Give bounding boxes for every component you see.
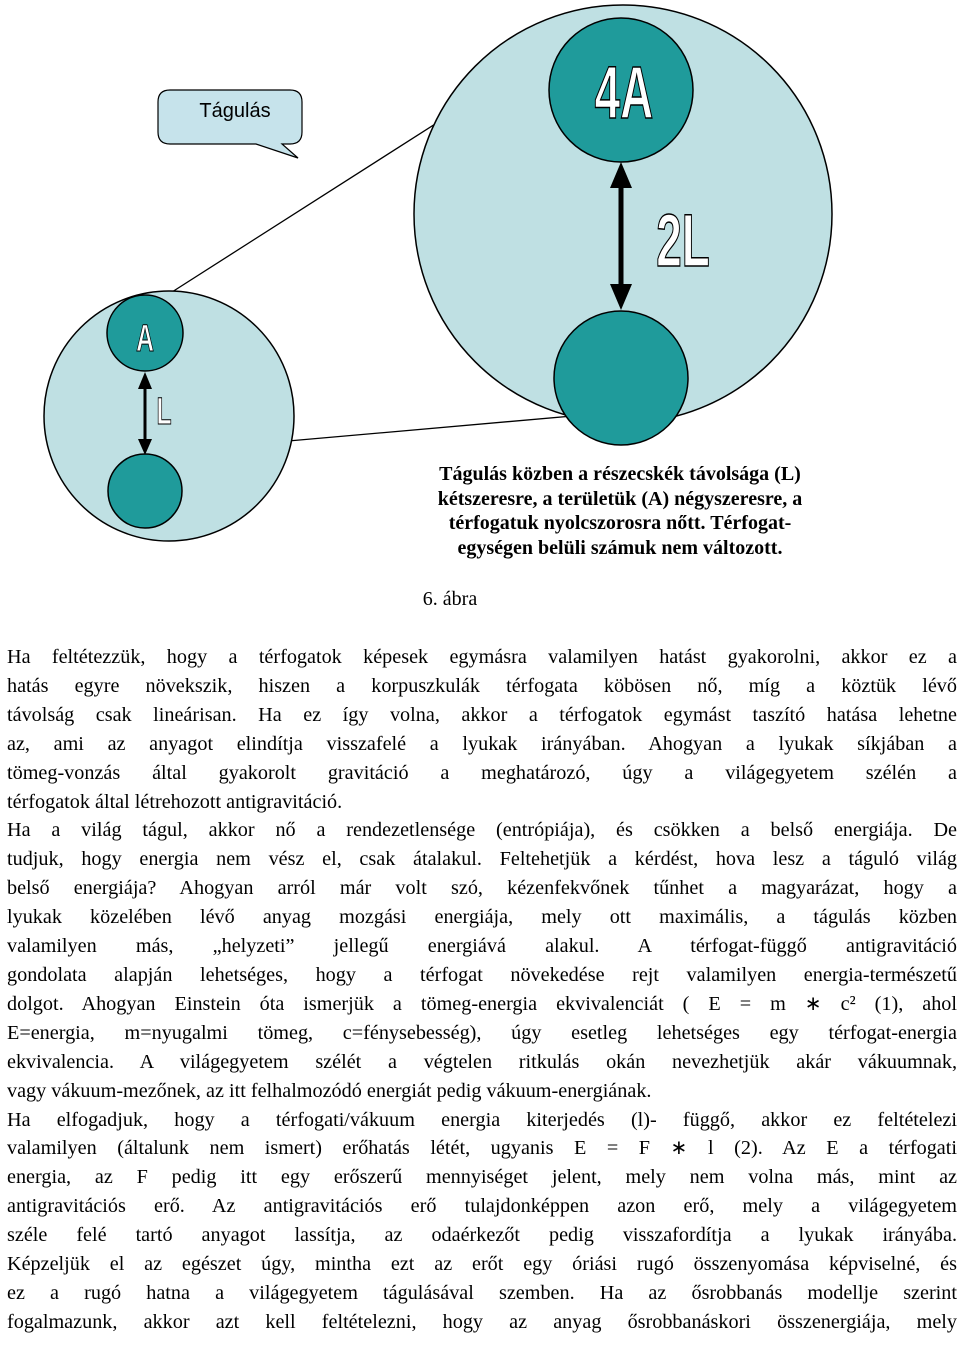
body-line: valamilyen más, „helyzeti” jellegű energiává alakul. A térfogat-függő antigravitáció — [7, 935, 957, 958]
figure-number-text: 6. ábra — [422, 588, 478, 610]
small-particle-bottom — [108, 454, 182, 528]
body-line: tömeg-vonzás által gyakorolt gravitáció a meghatározó, úgy a világegyetem szélén a — [7, 761, 957, 784]
body-line: Ha a világ tágul, akkor nő a rendezetlensége (entrópiája), és csökken a belső energiája. De — [7, 819, 957, 842]
figure-number — [0, 587, 960, 611]
body-line: Ha feltétezzük, hogy a térfogatok képesek egymásra valamilyen hatást gyakorolni, akkor ez a — [7, 646, 957, 668]
body-line: ez a rugó hatna a világegyetem tágulásával szemben. Ha az ősrobbanás modellje szerint — [7, 1281, 957, 1304]
callout-label: Tágulás — [199, 100, 271, 122]
body-line: távolság csak lineárisan. Ha ez így volna, akkor a térfogatok egymást taszító hatása lehetne — [7, 703, 957, 726]
caption-line: kétszeresre, a területük (A) négyszeresre, a — [437, 487, 803, 510]
body-line: tudjuk, hogy energia nem vész el, csak átalakul. Feltehetjük a kérdést, hova lesz a táguló világ — [7, 848, 957, 871]
body-line: energia, az F pedig itt egy erőszerű mennyiséget jelent, mely nem volna más, mint az — [7, 1166, 957, 1189]
body-line: vagy vákuum-mezőnek, az itt felhalmozódó energiát pedig vákuum-energiának. — [7, 1079, 652, 1102]
caption-line: térfogatuk nyolcszorosra nőtt. Térfogat- — [448, 512, 792, 534]
body-line: széle felé tartó anyagot lassítja, az odaérkezőt pedig visszafordítja a lyukak irányába. — [7, 1224, 957, 1247]
body-line: ekvivalencia. A világegyetem szélét a végtelen ritkulás okán nevezhetjük akár vákuumnak, — [7, 1050, 957, 1073]
body-line: dolgot. Ahogyan Einstein óta ismerjük a tömeg-energia ekvivalenciát ( E = m ∗ c² (1), ahol — [7, 992, 957, 1015]
body-line: fogalmazunk, akkor azt kell feltételezni, hogy az anyag ősrobbanáskori összenergiája, mely — [7, 1310, 957, 1333]
caption-line: egységen belüli számuk nem változott. — [457, 536, 783, 559]
body-line: Ha elfogadjuk, hogy a térfogati/vákuum energia kiterjedés (l)- függő, akkor ez feltételezi — [7, 1108, 957, 1131]
body-line: lyukak közelében lévő anyag mozgási energiája, mely ott maximális, a tágulás közben — [7, 906, 957, 929]
body-line: hatás egyre növekszik, hiszen a korpuszkulák térfogata köbösen nő, míg a köztük lévő — [7, 674, 957, 697]
body-line: gondolata alapján lehetséges, hogy a térfogat növekedése rejt valamilyen energia-természetű — [7, 963, 957, 986]
figure-caption — [395, 462, 845, 560]
body-line: belső energiája? Ahogyan arról már volt szó, kézenfekvőnek tűnhet a magyarázat, hogy a — [7, 877, 957, 900]
small-distance-label: L — [156, 389, 172, 433]
body-line: valamilyen (általunk nem ismert) erőhatás létét, ugyanis E = F ∗ l (2). Az E a térfogati — [7, 1137, 957, 1160]
body-line: térfogatok által létrehozott antigravitáció. — [7, 790, 343, 813]
body-line: E=energia, m=nyugalmi tömeg, c=fénysebesség), úgy esetleg lehetséges egy térfogat-energia — [7, 1021, 957, 1044]
body-line: Képzeljük el az egészet úgy, mintha ezt az erőt egy óriási rugó összenyomása képviselné, és — [7, 1253, 957, 1276]
body-line: antigravitációs erő. Az antigravitációs erő tulajdonképpen azon erő, mely a világegyetem — [7, 1195, 957, 1218]
large-area-label: 4A — [594, 51, 654, 135]
body-text — [7, 643, 957, 1337]
large-particle-bottom — [554, 311, 688, 445]
large-distance-label: 2L — [656, 199, 710, 283]
small-area-label: A — [136, 316, 154, 360]
body-line: az, ami az anyagot elindítja visszafelé a lyukak irányában. Ahogyan a lyukak síkjában a — [7, 732, 957, 755]
caption-line: Tágulás közben a részecskék távolsága (L) — [439, 463, 801, 485]
